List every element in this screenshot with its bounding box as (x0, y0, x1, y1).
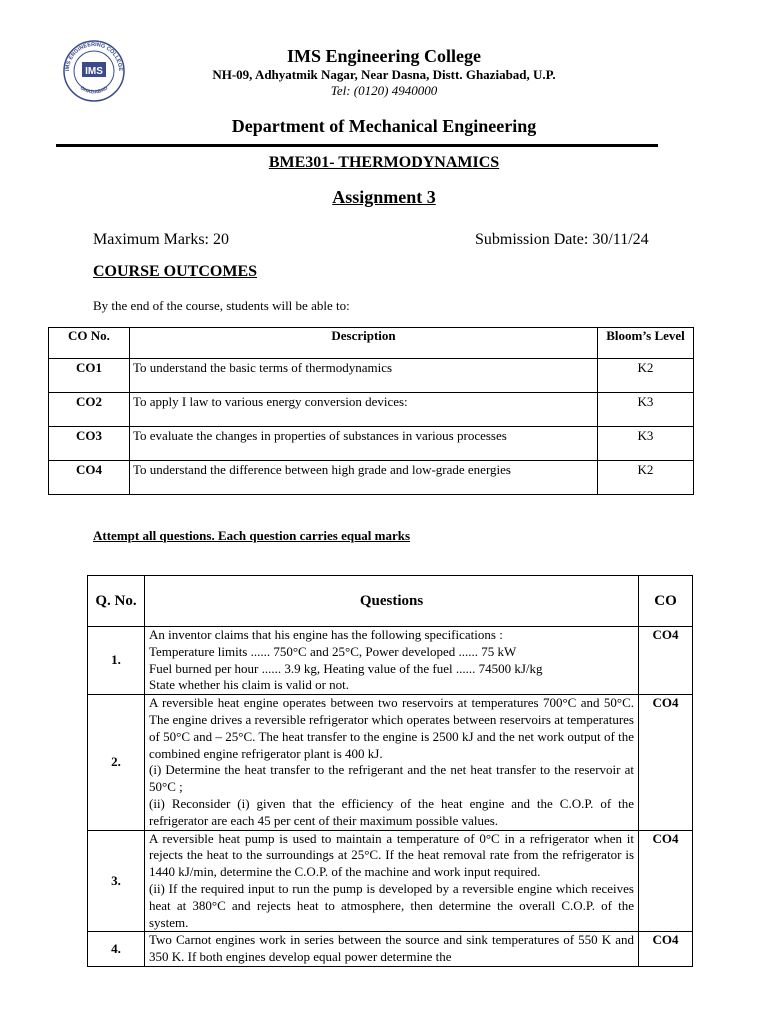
question-text (145, 695, 639, 830)
co-blooms-level: K3 (598, 393, 694, 427)
column-header-questions: Questions (145, 576, 639, 627)
question-line: (i) Determine the heat transfer to the refrigerant and the net heat transfer to the reservoir at 50°C ; (149, 762, 634, 795)
column-header-description: Description (130, 328, 598, 359)
logo-text-top: IMS ENGINEERING COLLEGE (64, 41, 124, 72)
co-blooms-level: K2 (598, 359, 694, 393)
table-header-row (49, 328, 694, 359)
submission-date: Submission Date: 30/11/24 (475, 231, 649, 248)
question-line: A reversible heat pump is used to maintain a temperature of 0°C in a refrigerator when it rejects the heat to the surroundings at 25°C. If the heat removal rate from the refrigerator is 1440 kJ/min, determine the C.O.P. of the machine and work input required. (149, 830, 634, 880)
column-header-co-no: CO No. (49, 328, 130, 359)
co-description: To evaluate the changes in properties of substances in various processes (130, 427, 598, 461)
question-co: CO4 (639, 627, 693, 695)
assignment-title: Assignment 3 (332, 187, 436, 207)
column-header-blooms-level: Bloom’s Level (598, 328, 694, 359)
table-row (49, 461, 694, 495)
subject-title: BME301- THERMODYNAMICS (268, 154, 500, 171)
column-header-q-no: Q. No. (88, 576, 145, 627)
table-row (49, 359, 694, 393)
co-number: CO2 (49, 393, 130, 427)
maximum-marks: Maximum Marks: 20 (93, 231, 229, 248)
question-line: A reversible heat engine operates between two reservoirs at temperatures 700°C and 50°C. The engine drives a reversible refrigerator which operates between reservoirs at temperatures of 50°C and – 25°C. The heat transfer to the engine is 2500 kJ and the net work output of the combined engine refrigerator plant is 400 kJ. (149, 695, 634, 761)
outcomes-intro: By the end of the course, students will be able to: (93, 298, 350, 313)
question-line: (ii) If the required input to run the pump is developed by a reversible engine which receives heat at 380°C and rejects heat to atmosphere, then determine the overall C.O.P. of the system. (149, 880, 634, 930)
table-header-row (88, 576, 693, 627)
college-telephone: Tel: (0120) 4940000 (330, 83, 438, 98)
college-name: IMS Engineering College (287, 46, 481, 66)
table-row (88, 830, 693, 932)
co-blooms-level: K3 (598, 427, 694, 461)
question-line: Temperature limits ...... 750°C and 25°C, Power developed ...... 75 kW (149, 643, 517, 659)
logo-text-center: IMS (85, 66, 103, 77)
question-number: 1. (88, 627, 145, 695)
co-description: To understand the difference between high grade and low-grade energies (130, 461, 598, 495)
course-outcomes-table (48, 327, 694, 495)
column-header-co: CO (639, 576, 693, 627)
table-row (49, 427, 694, 461)
question-co: CO4 (639, 830, 693, 932)
co-description: To apply I law to various energy conversion devices: (130, 393, 598, 427)
table-row (49, 393, 694, 427)
question-line: Two Carnot engines work in series between the source and sink temperatures of 550 K and 350 K. If both engines develop equal power determine the (149, 932, 634, 965)
question-co: CO4 (639, 932, 693, 967)
co-number: CO1 (49, 359, 130, 393)
questions-table (87, 575, 693, 967)
question-line: An inventor claims that his engine has the following specifications : (149, 627, 503, 642)
question-number: 3. (88, 830, 145, 932)
question-co: CO4 (639, 695, 693, 830)
department-title: Department of Mechanical Engineering (231, 116, 537, 136)
co-description: To understand the basic terms of thermodynamics (130, 359, 598, 393)
table-row (88, 627, 693, 695)
co-number: CO4 (49, 461, 130, 495)
co-number: CO3 (49, 427, 130, 461)
question-text (145, 627, 639, 695)
logo-text-bottom: GHAZIABAD (78, 85, 110, 96)
table-row (88, 695, 693, 830)
question-number: 4. (88, 932, 145, 967)
course-outcomes-heading: COURSE OUTCOMES (93, 263, 258, 280)
co-blooms-level: K2 (598, 461, 694, 495)
header-divider (56, 144, 658, 147)
table-row (88, 932, 693, 967)
question-number: 2. (88, 695, 145, 830)
question-text (145, 830, 639, 932)
instruction-text: Attempt all questions. Each question carries equal marks (93, 528, 411, 543)
question-text (145, 932, 639, 967)
college-address: NH-09, Adhyatmik Nagar, Near Dasna, Distt. Ghaziabad, U.P. (212, 67, 556, 82)
question-line: Fuel burned per hour ...... 3.9 kg, Heating value of the fuel ...... 74500 kJ/kg (149, 660, 543, 676)
question-line: (ii) Reconsider (i) given that the efficiency of the heat engine and the C.O.P. of the refrigerator are each 45 per cent of their maximum possible values. (149, 795, 634, 828)
question-line: State whether his claim is valid or not. (149, 677, 350, 693)
